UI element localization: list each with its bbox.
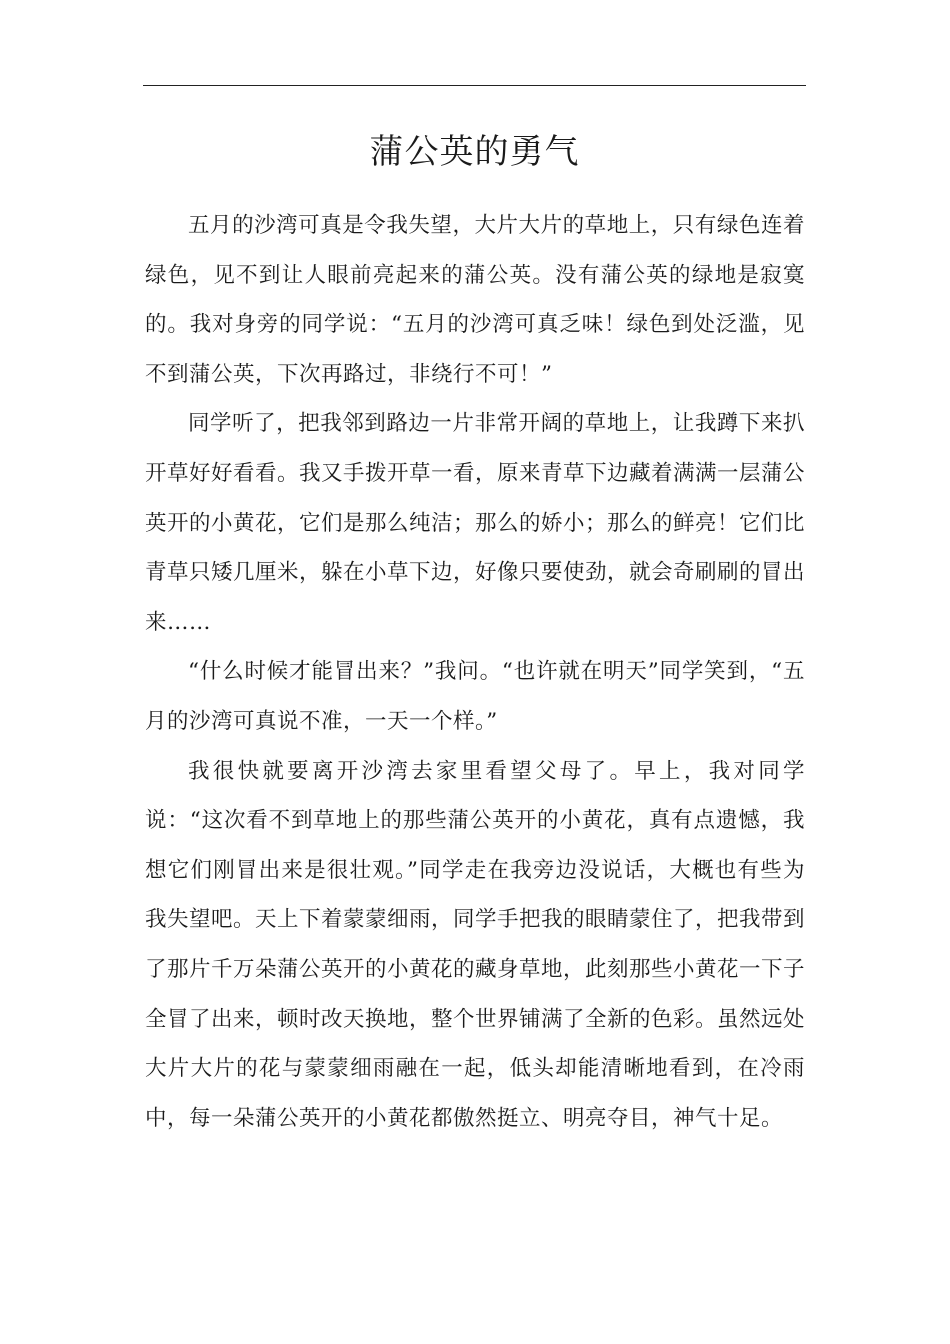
paragraph-1: 五月的沙湾可真是令我失望，大片大片的草地上，只有绿色连着绿色，见不到让人眼前亮起来的蒲公英。没有蒲公英的绿地是寂寞的。我对身旁的同学说：“五月的沙湾可真乏味！绿色到处泛滥，见不到蒲公英，下次再路过，非绕行不可！” bbox=[145, 213, 805, 387]
paragraph-2: 同学听了，把我邻到路边一片非常开阔的草地上，让我蹲下来扒开草好好看看。我又手拨开草一看，原来青草下边藏着满满一层蒲公英开的小黄花，它们是那么纯洁；那么的娇小；那么的鲜亮！它们比青草只矮几厘米，躲在小草下边，好像只要使劲，就会奇刷刷的冒出来…… bbox=[145, 411, 806, 635]
paragraph-3: “什么时候才能冒出来？”我问。“也许就在明天”同学笑到，“五月的沙湾可真说不准，一天一个样。” bbox=[145, 659, 805, 734]
paragraph-4: 我很快就要离开沙湾去家里看望父母了。早上，我对同学说：“这次看不到草地上的那些蒲公英开的小黄花，真有点遗憾，我想它们刚冒出来是很壮观。”同学走在我旁边没说话，大概也有些为我失望吧。天上下着蒙蒙细雨，同学手把我的眼睛蒙住了，把我带到了那片千万朵蒲公英开的小黄花的藏身草地，此刻那些小黄花一下子全冒了出来，顿时改天换地，整个世界铺满了全新的色彩。虽然远处大片大片的花与蒙蒙细雨融在一起，低头却能清晰地看到，在冷雨中，每一朵蒲公英开的小黄花都傲然挺立、明亮夺目，神气十足。 bbox=[145, 758, 806, 1131]
header-rule bbox=[143, 85, 806, 86]
article-body bbox=[145, 201, 805, 1143]
page-title: 蒲公英的勇气 bbox=[369, 132, 580, 172]
